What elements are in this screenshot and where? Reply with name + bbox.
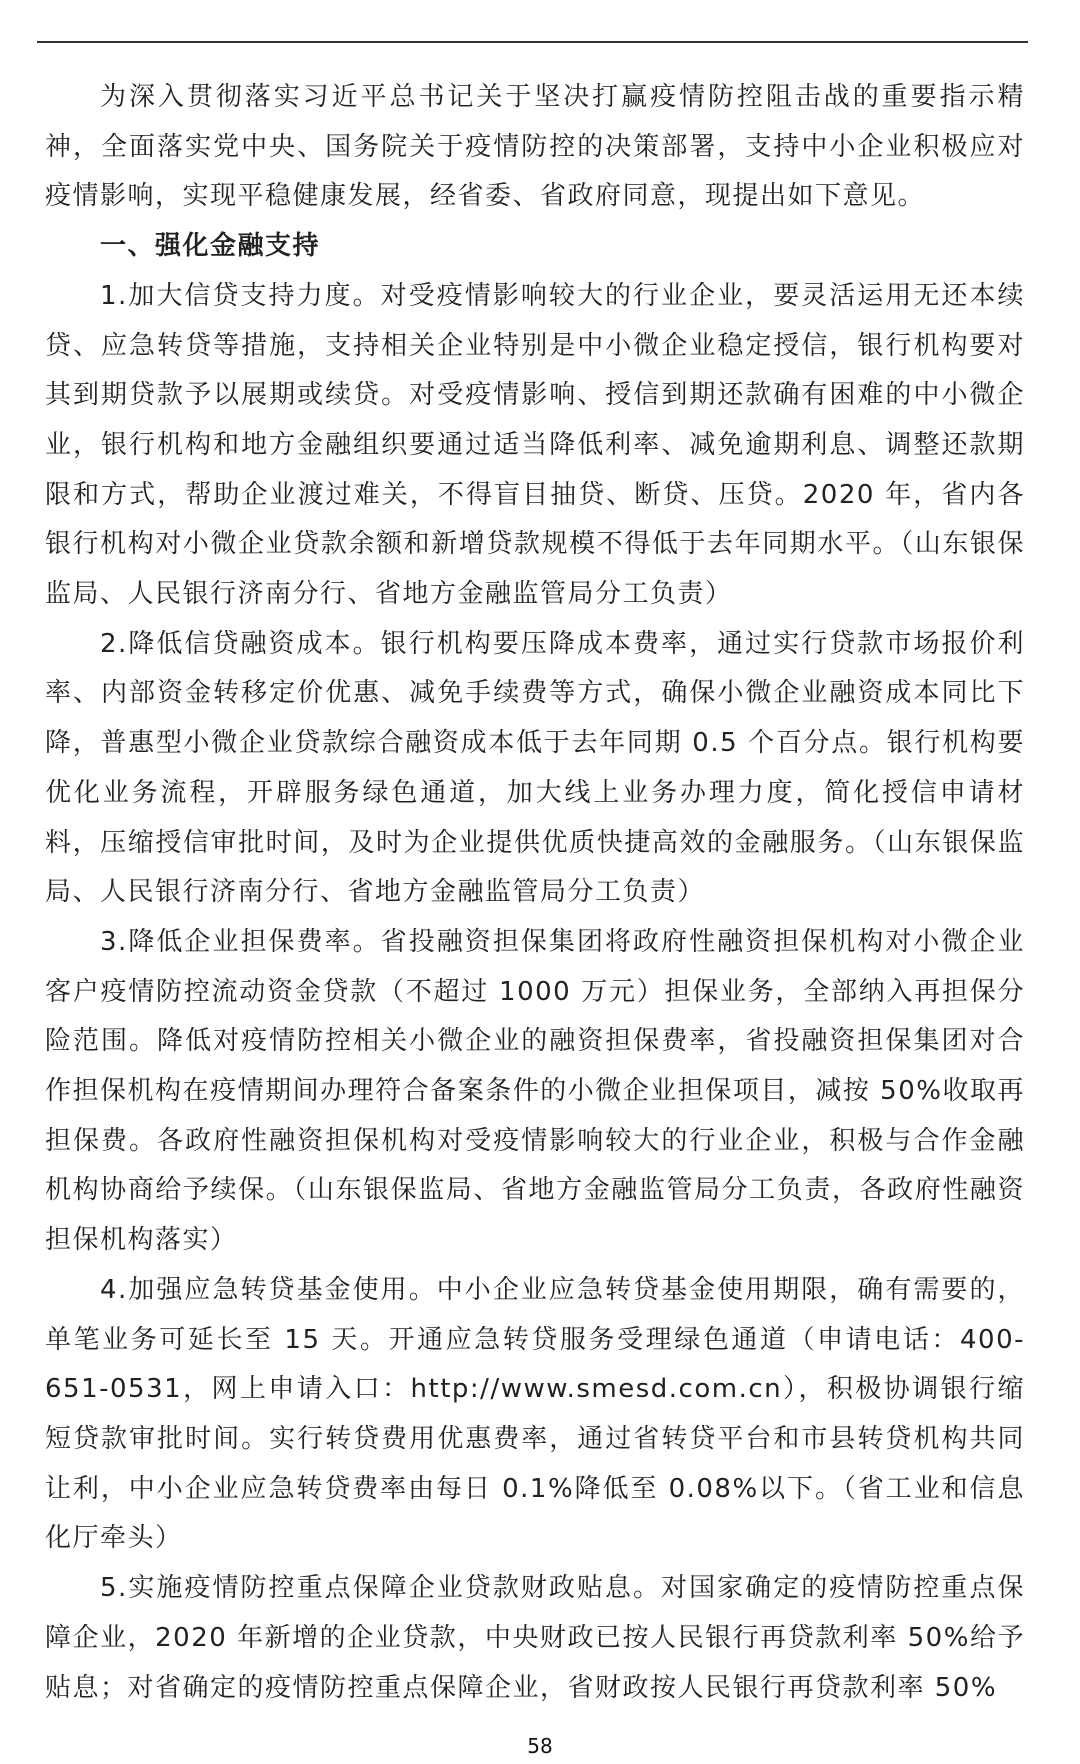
paragraph-3-guarantee-rate: 3.降低企业担保费率。省投融资担保集团将政府性融资担保机构对小微企业客户疫情防控流动资金贷款（不超过 1000 万元）担保业务，全部纳入再担保分险范围。降低对疫情防控相关小微企业的融资担保费率，省投融资担保集团对合作担保机构在疫情期间办理符合备案条件的小微企业担保项目，减按 50%收取再担保费。各政府性融资担保机构对受疫情影响较大的行业企业，积极与合作金融机构协商给予续保。（山东银保监局、省地方金融监管局分工负责，各政府性融资担保机构落实）	[45, 926, 1025, 1256]
paragraph-4-bridge-loan-fund: 4.加强应急转贷基金使用。中小企业应急转贷基金使用期限，确有需要的，单笔业务可延长至 15 天。开通应急转贷服务受理绿色通道（申请电话：400-651-0531，网上申请入口：http://www.smesd.com.cn），积极协调银行缩短贷款审批时间。实行转贷费用优惠费率，通过省转贷平台和市县转贷机构共同让利，中小企业应急转贷费率由每日 0.1%降低至 0.08%以下。（省工业和信息化厅牵头）	[45, 1274, 1025, 1554]
document-body	[45, 73, 1025, 1713]
intro-paragraph: 为深入贯彻落实习近平总书记关于坚决打赢疫情防控阻击战的重要指示精神，全面落实党中央、国务院关于疫情防控的决策部署，支持中小企业积极应对疫情影响，实现平稳健康发展，经省委、省政府同意，现提出如下意见。	[45, 82, 1025, 212]
paragraph-5-interest-subsidy: 5.实施疫情防控重点保障企业贷款财政贴息。对国家确定的疫情防控重点保障企业，2020 年新增的企业贷款，中央财政已按人民银行再贷款利率 50%给予贴息；对省确定的疫情防控重点保障企业，省财政按人民银行再贷款利率 50%	[45, 1573, 1025, 1703]
section-heading-financial-support: 一、强化金融支持	[100, 231, 321, 262]
page-number: 58	[527, 1734, 553, 1758]
paragraph-1-credit-support: 1.加大信贷支持力度。对受疫情影响较大的行业企业，要灵活运用无还本续贷、应急转贷等措施，支持相关企业特别是中小微企业稳定授信，银行机构要对其到期贷款予以展期或续贷。对受疫情影响、授信到期还款确有困难的中小微企业，银行机构和地方金融组织要通过适当降低利率、减免逾期利息、调整还款期限和方式，帮助企业渡过难关，不得盲目抽贷、断贷、压贷。2020 年，省内各银行机构对小微企业贷款余额和新增贷款规模不得低于去年同期水平。（山东银保监局、人民银行济南分行、省地方金融监管局分工负责）	[45, 280, 1025, 610]
header-rule	[37, 41, 1028, 43]
paragraph-2-financing-cost: 2.降低信贷融资成本。银行机构要压降成本费率，通过实行贷款市场报价利率、内部资金转移定价优惠、减免手续费等方式，确保小微企业融资成本同比下降，普惠型小微企业贷款综合融资成本低于去年同期 0.5 个百分点。银行机构要优化业务流程，开辟服务绿色通道，加大线上业务办理力度，简化授信申请材料，压缩授信审批时间，及时为企业提供优质快捷高效的金融服务。（山东银保监局、人民银行济南分行、省地方金融监管局分工负责）	[45, 628, 1025, 908]
